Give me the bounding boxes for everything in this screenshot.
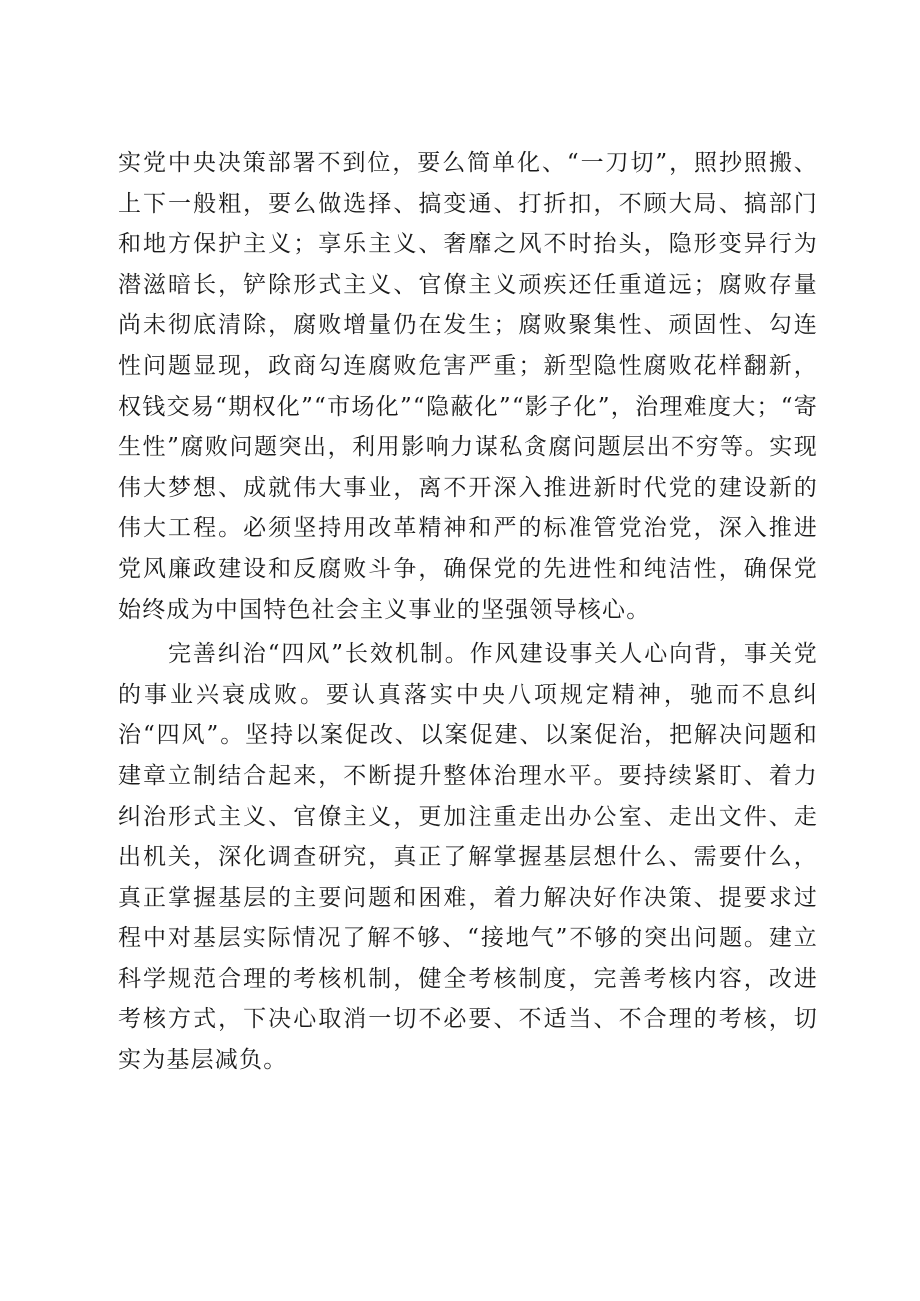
body-paragraph-2: 完善纠治“四风”长效机制。作风建设事关人心向背，事关党的事业兴衰成败。要认真落实中央八项规定精神，驰而不息纠治“四风”。坚持以案促改、以案促建、以案促治，把解决问题和建章立制结合起来，不断提升整体治理水平。要持续紧盯、着力纠治形式主义、官僚主义，更加注重走出办公室、走出文件、走出机关，深化调查研究，真正了解掌握基层想什么、需要什么，真正掌握基层的主要问题和困难，着力解决好作决策、提要求过程中对基层实际情况了解不够、“接地气”不够的突出问题。建立科学规范合理的考核机制，健全考核制度，完善考核内容，改进考核方式，下决心取消一切不必要、不适当、不合理的考核，切实为基层减负。	[118, 641, 818, 1074]
document-page	[118, 143, 818, 1081]
body-paragraph-1: 实党中央决策部署不到位，要么简单化、“一刀切”，照抄照搬、上下一般粗，要么做选择、搞变通、打折扣，不顾大局、搞部门和地方保护主义；享乐主义、奢靡之风不时抬头，隐形变异行为潜滋暗长，铲除形式主义、官僚主义顽疾还任重道远；腐败存量尚未彻底清除，腐败增量仍在发生；腐败聚集性、顽固性、勾连性问题显现，政商勾连腐败危害严重；新型隐性腐败花样翻新，权钱交易“期权化”“市场化”“隐蔽化”“影子化”，治理难度大；“寄生性”腐败问题突出，利用影响力谋私贪腐问题层出不穷等。实现伟大梦想、成就伟大事业，离不开深入推进新时代党的建设新的伟大工程。必须坚持用改革精神和严的标准管党治党，深入推进党风廉政建设和反腐败斗争，确保党的先进性和纯洁性，确保党始终成为中国特色社会主义事业的坚强领导核心。	[118, 150, 818, 623]
